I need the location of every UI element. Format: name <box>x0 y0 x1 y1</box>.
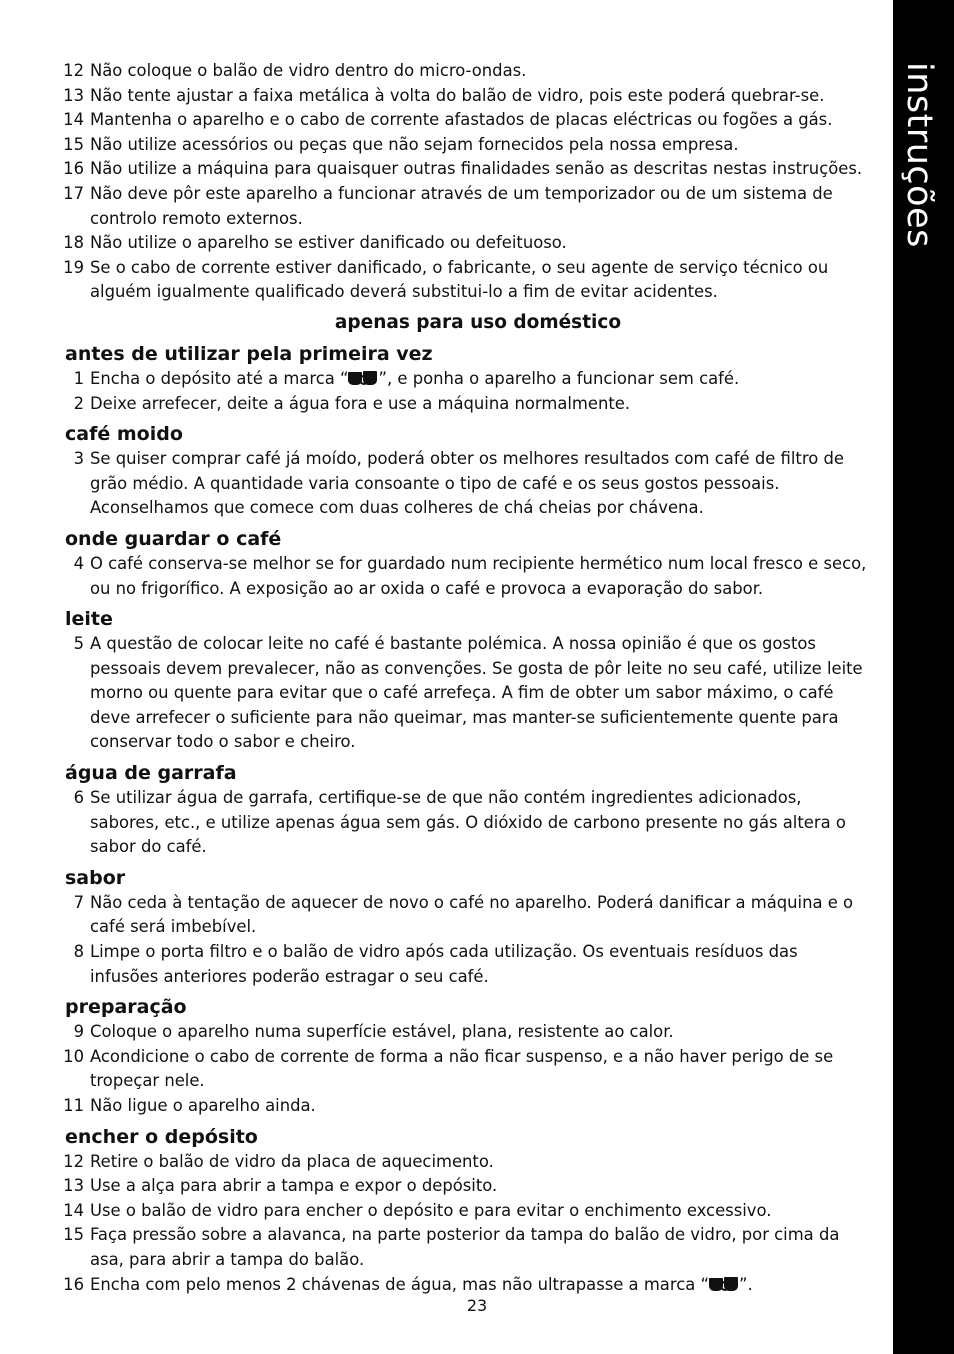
list-item <box>62 632 894 755</box>
item-text-line: controlo remoto externos. <box>90 208 303 228</box>
item-number: 9 <box>73 1022 84 1042</box>
item-text-line: Não deve pôr este aparelho a funcionar através de um temporizador ou de um sistema de <box>90 183 833 203</box>
item-text-line: sabor do café. <box>90 837 207 857</box>
item-number: 17 <box>63 183 84 203</box>
item-number: 15 <box>63 1225 84 1245</box>
item-text-line: infusões anteriores poderão estragar o seu café. <box>90 966 489 986</box>
item-number: 11 <box>63 1096 84 1115</box>
list-item <box>62 392 894 417</box>
list-item <box>62 231 894 256</box>
list-item <box>62 1020 894 1045</box>
domestic-notice: apenas para uso doméstico <box>334 311 622 333</box>
item-text-line: Não coloque o balão de vidro dentro do micro-ondas. <box>90 61 527 80</box>
item-text-line: Se o cabo de corrente estiver danificado, o fabricante, o seu agente de serviço técnico ou <box>90 257 829 277</box>
item-text-before-mark: Encha o depósito até a marca “ <box>90 368 349 388</box>
list-item <box>62 84 894 109</box>
item-text-line: Acondicione o cabo de corrente de forma a não ficar suspenso, e a não haver perigo de se <box>90 1046 834 1066</box>
list-item <box>62 940 894 989</box>
side-tab <box>893 0 954 1354</box>
item-text-line: Use a alça para abrir a tampa e expor o depósito. <box>90 1176 498 1196</box>
item-text-after-mark: ”. <box>738 1274 753 1294</box>
item-number: 16 <box>63 1274 84 1294</box>
list-item <box>62 1094 894 1119</box>
item-number: 19 <box>63 257 84 277</box>
bottled-water-heading: água de garrafa <box>65 762 237 785</box>
list-item <box>62 1223 894 1272</box>
item-number: 3 <box>73 449 84 469</box>
item-text-line: Não utilize o aparelho se estiver danificado ou defeituoso. <box>90 233 567 253</box>
item-number: 18 <box>63 233 84 253</box>
item-text-line: deve arrefecer o suficiente para não queimar, mas manter-se suficientemente quente para <box>90 707 839 727</box>
list-item <box>62 367 894 392</box>
item-text-line: A questão de colocar leite no café é bastante polémica. A nossa opinião é que os gostos <box>90 634 816 654</box>
item-number: 14 <box>63 1200 84 1220</box>
item-number: 13 <box>63 85 84 105</box>
milk-heading: leite <box>65 608 113 631</box>
storage-list <box>62 552 894 601</box>
fill-tank-list <box>62 1150 894 1273</box>
list-item <box>62 108 894 133</box>
item-text-line: pessoais devem prevalecer, não as convenções. Se gosta de pôr leite no seu café, utilize leite <box>90 658 863 678</box>
max-mark-icon <box>348 371 378 385</box>
item-text-line: Não utilize acessórios ou peças que não sejam fornecidos pela nossa empresa. <box>90 134 739 154</box>
list-item <box>62 1199 894 1224</box>
fill-tank-heading: encher o depósito <box>65 1125 258 1148</box>
item-number: 15 <box>63 134 84 154</box>
list-item <box>62 157 894 182</box>
item-text: Deixe arrefecer, deite a água fora e use a máquina normalmente. <box>90 393 631 413</box>
item-text-line: Limpe o porta filtro e o balão de vidro após cada utilização. Os eventuais resíduos das <box>90 942 798 962</box>
item-text-line: ou no frigorífico. A exposição ao ar oxida o café e provoca a evaporação do sabor. <box>90 578 764 598</box>
preparation-heading: preparação <box>65 996 187 1019</box>
item-text-line: O café conserva-se melhor se for guardado num recipiente hermético num local fresco e seco, <box>90 553 867 573</box>
item-text-line: morno ou quente para evitar que o café arrefeça. A fim de obter um sabor máximo, o café <box>90 683 834 703</box>
item-text-line: Use o balão de vidro para encher o depósito e para evitar o enchimento excessivo. <box>90 1200 772 1220</box>
list-item <box>62 182 894 231</box>
list-item <box>62 786 894 860</box>
item-number: 10 <box>63 1046 84 1066</box>
item-text-line: grão médio. A quantidade varia consoante o tipo de café e os seus gostos pessoais. <box>90 473 780 493</box>
list-item <box>62 1045 894 1094</box>
item-text-line: Faça pressão sobre a alavanca, na parte posterior da tampa do balão de vidro, por cima da <box>90 1225 840 1245</box>
item-text-line: asa, para abrir a tampa do balão. <box>90 1249 365 1269</box>
safety-list <box>62 59 894 305</box>
flavour-heading: sabor <box>65 866 126 889</box>
item-text-line: Se quiser comprar café já moído, poderá obter os melhores resultados com café de filtro de <box>90 449 844 469</box>
list-item <box>62 447 894 521</box>
ground-coffee-list <box>62 447 894 521</box>
item-number: 7 <box>73 892 84 912</box>
item-text-line: tropeçar nele. <box>90 1071 205 1091</box>
item-number: 1 <box>73 368 84 388</box>
item-number: 12 <box>63 61 84 80</box>
item-text-line: Não ligue o aparelho ainda. <box>90 1096 316 1115</box>
list-item <box>62 1150 894 1175</box>
item-text-line: Retire o balão de vidro da placa de aquecimento. <box>90 1151 494 1171</box>
item-number: 8 <box>73 942 84 962</box>
item-number: 12 <box>63 1151 84 1171</box>
item-text-line: Não utilize a máquina para quaisquer outras finalidades senão as descritas nestas instruções. <box>90 159 863 179</box>
item-text-line: sabores, etc., e utilize apenas água sem gás. O dióxido de carbono presente no gás altera o <box>90 812 846 832</box>
list-item <box>62 1174 894 1199</box>
item-number: 14 <box>63 110 84 130</box>
item-text-line: Não ceda à tentação de aquecer de novo o café no aparelho. Poderá danificar a máquina e o <box>90 892 854 912</box>
document-body <box>62 59 894 1297</box>
flavour-list <box>62 891 894 989</box>
item-text-before-mark: Encha com pelo menos 2 chávenas de água, mas não ultrapasse a marca “ <box>90 1274 709 1294</box>
ground-coffee-heading: café moido <box>65 423 183 446</box>
item-text-line: Não tente ajustar a faixa metálica à volta do balão de vidro, pois este poderá quebrar-se. <box>90 85 825 105</box>
item-number: 5 <box>73 634 84 654</box>
item-text-line: Se utilizar água de garrafa, certifique-se de que não contém ingredientes adicionados, <box>90 788 802 808</box>
list-item <box>62 552 894 601</box>
storage-heading: onde guardar o café <box>65 527 282 550</box>
item-text-line: Coloque o aparelho numa superfície estável, plana, resistente ao calor. <box>90 1022 674 1042</box>
list-item <box>62 59 894 84</box>
item-number: 13 <box>63 1176 84 1196</box>
preparation-list <box>62 1020 894 1118</box>
list-item <box>62 1273 894 1298</box>
milk-list <box>62 632 894 755</box>
item-text-line: Mantenha o aparelho e o cabo de corrente afastados de placas eléctricas ou fogões a gás. <box>90 110 833 130</box>
bottled-water-list <box>62 786 894 860</box>
side-tab-label: instruções <box>899 62 939 248</box>
list-item <box>62 133 894 158</box>
item-text-line: alguém igualmente qualificado deverá substitui-lo a fim de evitar acidentes. <box>90 282 718 302</box>
item-text-line: café será imbebível. <box>90 917 257 937</box>
first-use-heading: antes de utilizar pela primeira vez <box>65 342 433 365</box>
item-text-line: Aconselhamos que comece com duas colheres de chá cheias por chávena. <box>90 498 704 518</box>
list-item <box>62 891 894 940</box>
item-number: 16 <box>63 159 84 179</box>
item-number: 4 <box>73 553 84 573</box>
page-number: 23 <box>466 1296 488 1315</box>
item-text-after-mark: ”, e ponha o aparelho a funcionar sem café. <box>378 368 740 388</box>
item-number: 2 <box>73 393 84 413</box>
item-text-line: conservar todo o sabor e cheiro. <box>90 732 356 752</box>
item-number: 6 <box>73 788 84 808</box>
list-item <box>62 256 894 305</box>
max-mark-icon <box>709 1277 739 1291</box>
